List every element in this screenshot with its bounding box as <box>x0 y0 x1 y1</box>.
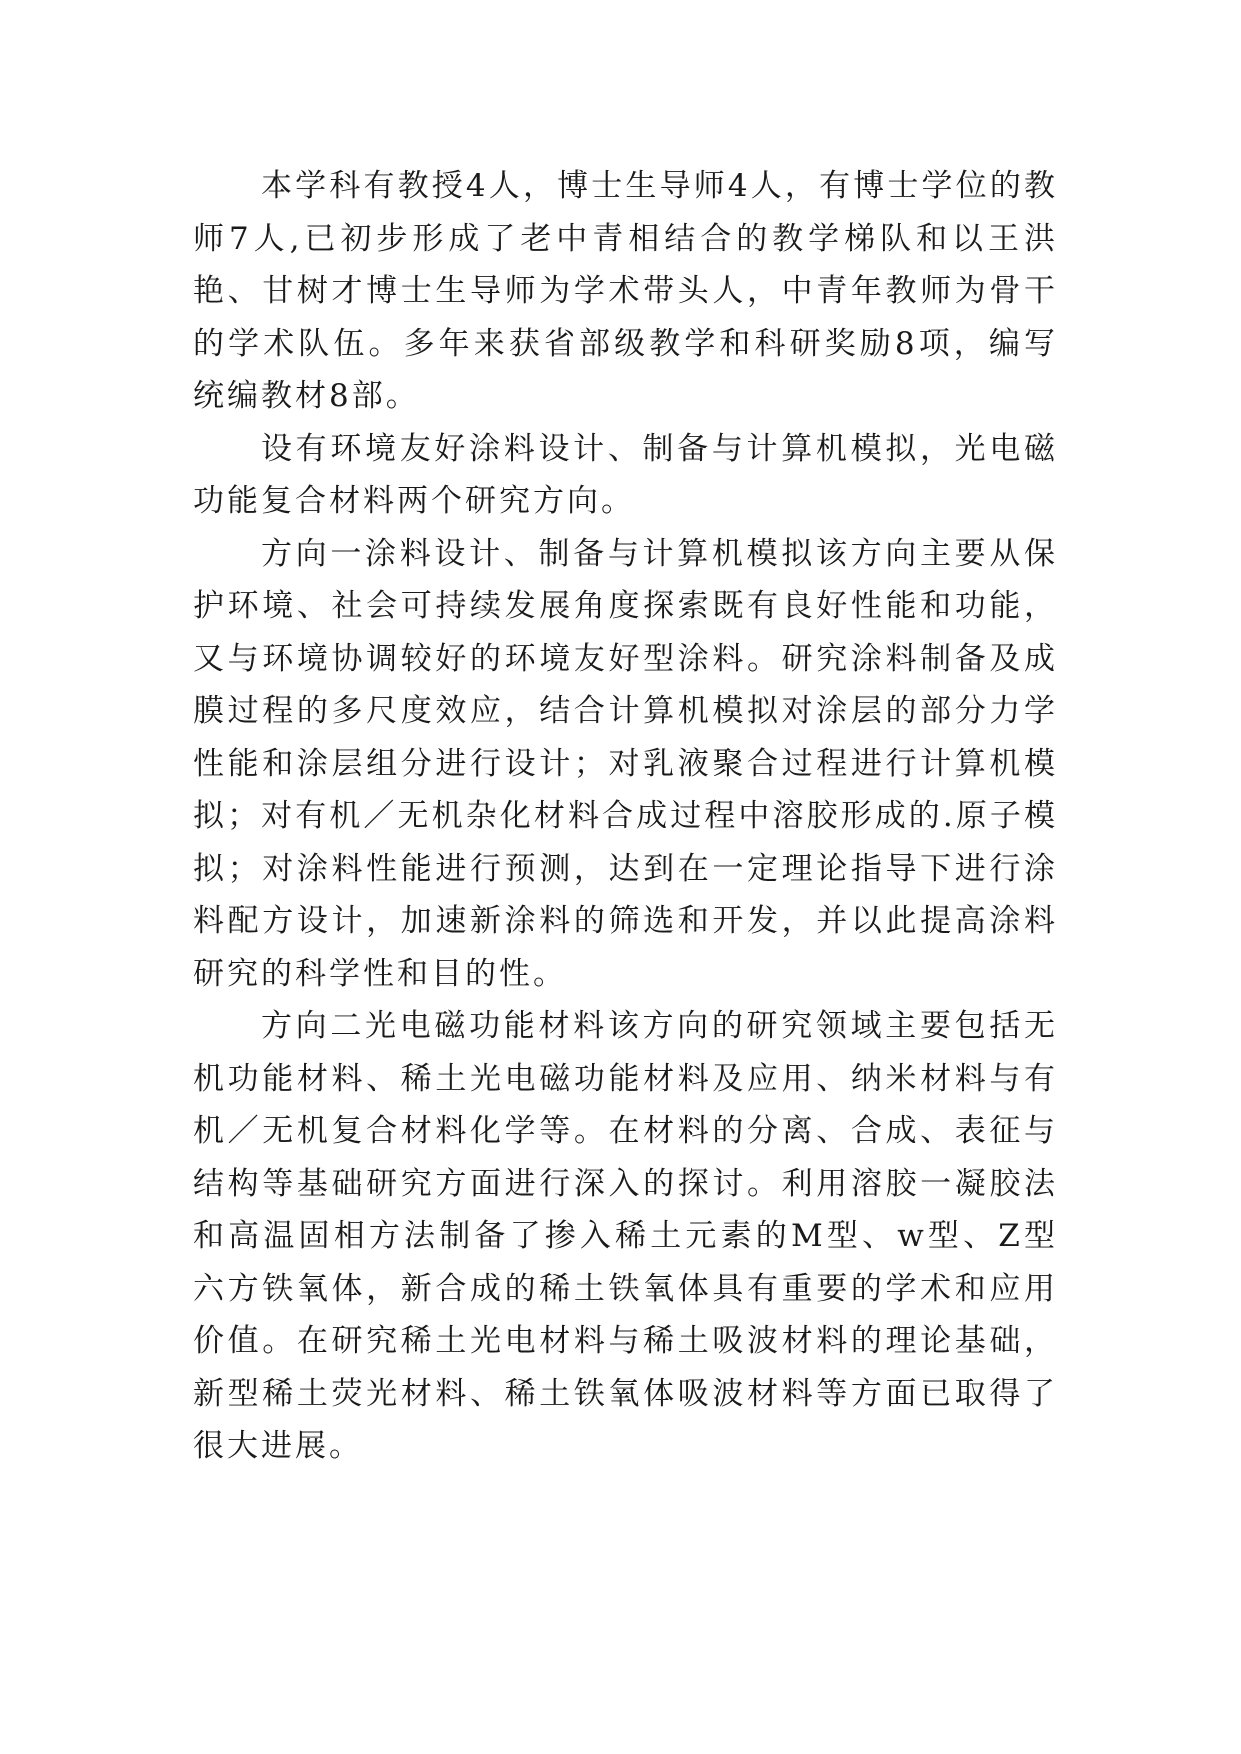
paragraph-direction-two: 方向二光电磁功能材料该方向的研究领域主要包括无机功能材料、稀土光电磁功能材料及应用、纳米材料与有机／无机复合材料化学等。在材料的分离、合成、表征与结构等基础研究方面进行深入的探讨。利用溶胶一凝胶法和高温固相方法制备了掺入稀土元素的M型、w型、Z型六方铁氧体，新合成的稀土铁氧体具有重要的学术和应用价值。在研究稀土光电材料与稀土吸波材料的理论基础，新型稀土荧光材料、稀土铁氧体吸波材料等方面已取得了很大进展。 <box>193 1008 1058 1464</box>
paragraph-faculty: 本学科有教授4人，博士生导师4人，有博士学位的教师7人,已初步形成了老中青相结合的教学梯队和以王洪艳、甘树才博士生导师为学术带头人，中青年教师为骨干的学术队伍。多年来获省部级教学和科研奖励8项，编写统编教材8部。 <box>193 168 1058 414</box>
paragraph-direction-one: 方向一涂料设计、制备与计算机模拟该方向主要从保护环境、社会可持续发展角度探索既有良好性能和功能，又与环境协调较好的环境友好型涂料。研究涂料制备及成膜过程的多尺度效应，结合计算机模拟对涂层的部分力学性能和涂层组分进行设计；对乳液聚合过程进行计算机模拟；对有机／无机杂化材料合成过程中溶胶形成的.原子模拟；对涂料性能进行预测，达到在一定理论指导下进行涂料配方设计，加速新涂料的筛选和开发，并以此提高涂料研究的科学性和目的性。 <box>193 535 1058 992</box>
paragraph-research-directions: 设有环境友好涂料设计、制备与计算机模拟，光电磁功能复合材料两个研究方向。 <box>193 430 1058 519</box>
document-body <box>193 160 1058 1473</box>
